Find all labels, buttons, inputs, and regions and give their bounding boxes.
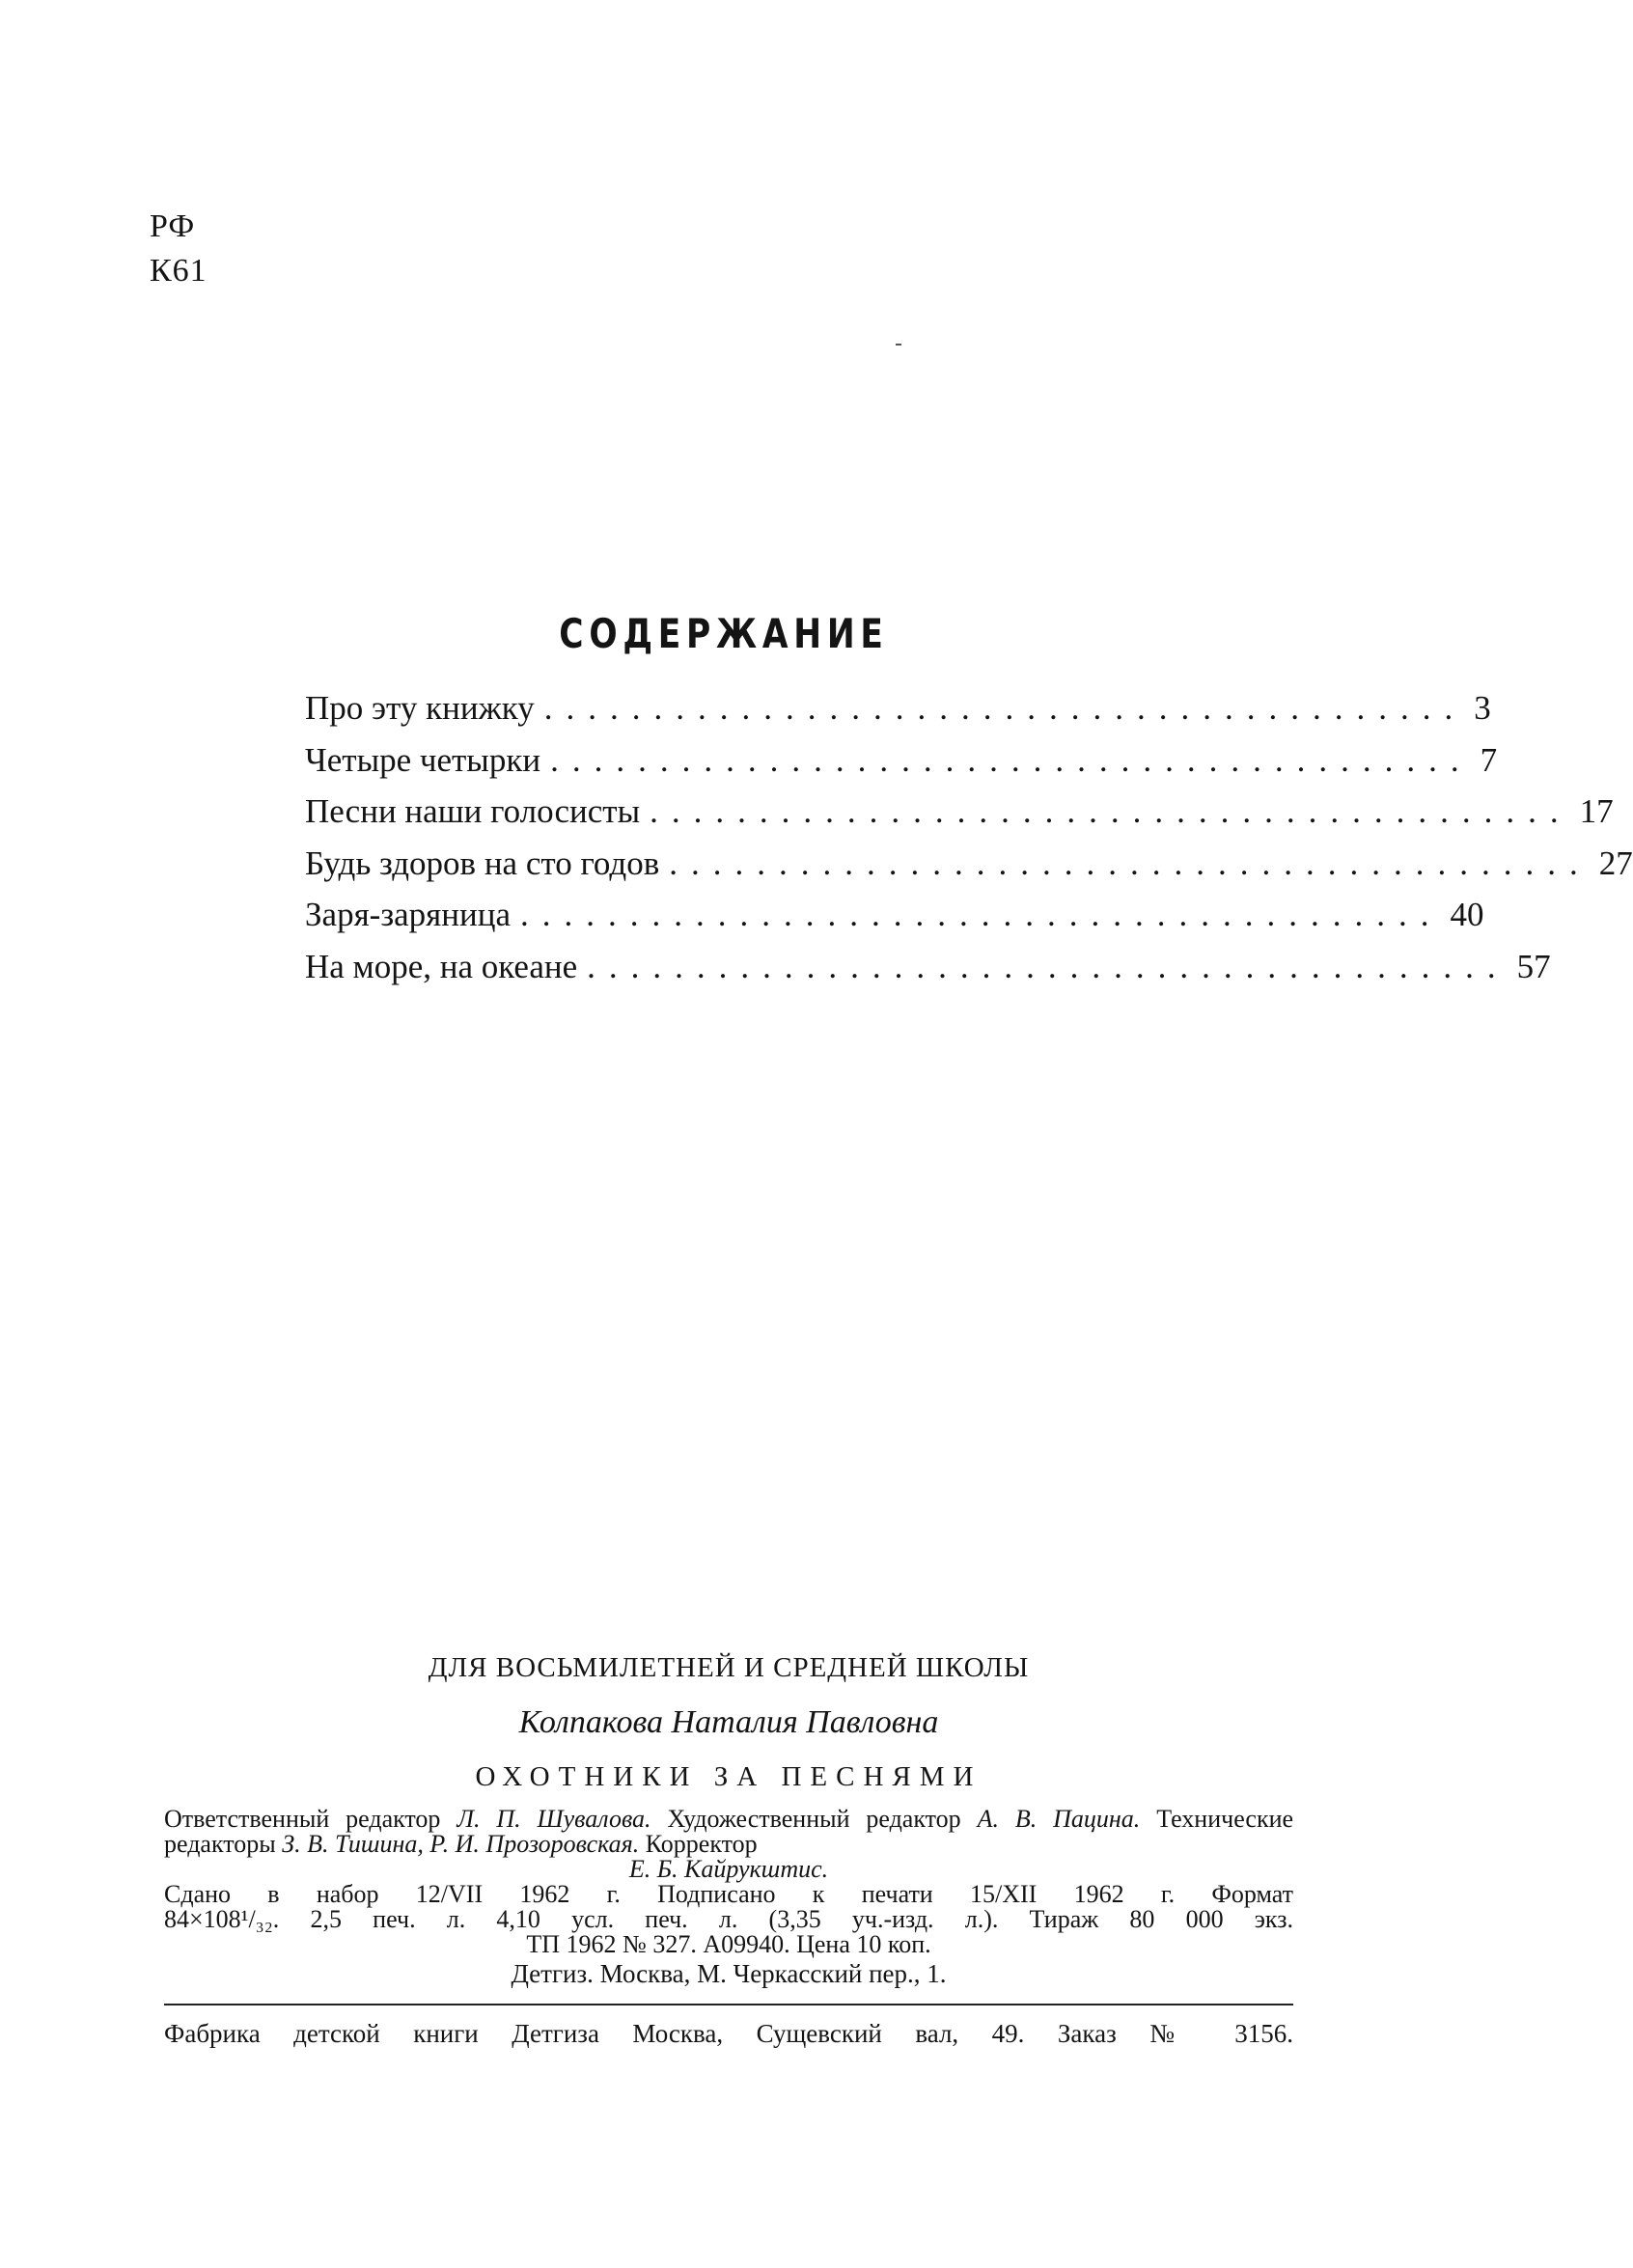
print-speck: [896, 344, 901, 346]
classification-code-1: РФ: [150, 208, 196, 244]
print-line: Сдано в набор 12/VII 1962 г. Подписано к печати 15/XII 1962 г. Формат: [164, 1880, 1293, 1908]
credits-paragraph: [164, 1807, 1293, 1857]
toc-entry-title: Четыре четырки: [305, 740, 541, 779]
technical-editors-names: З. В. Тишина, Р. И. Прозоровская.: [282, 1830, 640, 1858]
divider: [164, 2004, 1293, 2005]
toc-entry-title: Заря-заряница: [305, 896, 512, 933]
toc-leader: ..........................................: [543, 689, 1467, 727]
series-line: ДЛЯ ВОСЬМИЛЕТНЕЙ И СРЕДНЕЙ ШКОЛЫ: [428, 1652, 1030, 1683]
art-editor-label: Художественный редактор: [667, 1805, 961, 1833]
book-title: ОХОТНИКИ ЗА ПЕСНЯМИ: [475, 1761, 983, 1792]
toc-entry: [305, 896, 1484, 950]
responsible-editor-label: Ответственный редактор: [164, 1805, 441, 1833]
table-of-contents: [305, 689, 1633, 1001]
credits-block: [164, 1807, 1293, 1882]
toc-entry-page: 17: [1579, 792, 1614, 830]
responsible-editor-name: Л. П. Шувалова.: [457, 1805, 651, 1833]
toc-leader: ..........................................: [669, 844, 1591, 882]
corrector-label: Корректор: [645, 1830, 758, 1858]
toc-entry: [305, 947, 1551, 1002]
toc-leader: ..........................................: [587, 947, 1509, 985]
printing-factory: Фабрика детской книги Детгиза Москва, Сущевский вал, 49. Заказ № 3156.: [164, 2019, 1293, 2048]
print-line: ТП 1962 № 327. А09940. Цена 10 коп.: [526, 1930, 931, 1958]
corrector-name: Е. Б. Кайрукштис.: [628, 1855, 829, 1883]
toc-entry-title: Песни наши голосисты: [305, 792, 641, 830]
technical-editors-label: Технические редакторы: [164, 1805, 1294, 1858]
toc-entry-page: 57: [1516, 947, 1551, 985]
author-name: Колпакова Наталия Павловна: [518, 1704, 939, 1740]
publisher-address: Детгиз. Москва, М. Черкасский пер., 1.: [511, 1959, 947, 1988]
toc-entry-page: 40: [1450, 896, 1484, 933]
print-line: 84×108¹/₃₂. 2,5 печ. л. 4,10 усл. печ. л. (3,35 уч.-изд. л.). Тираж 80 000 экз.: [164, 1905, 1293, 1933]
toc-entry: [305, 740, 1498, 795]
contents-heading: СОДЕРЖАНИЕ: [559, 610, 889, 657]
toc-entry-page: 27: [1598, 844, 1633, 882]
art-editor-name: А. В. Пацина.: [977, 1805, 1141, 1833]
print-details: [164, 1882, 1293, 1957]
toc-entry: [305, 844, 1633, 899]
toc-leader: ..........................................: [550, 740, 1473, 779]
toc-entry-title: На море, на океане: [305, 947, 578, 985]
toc-entry: [305, 689, 1491, 743]
toc-entry-title: Про эту книжку: [305, 689, 535, 727]
toc-leader: ..........................................: [650, 792, 1572, 830]
toc-entry-page: 7: [1480, 740, 1498, 779]
classification-code-2: К61: [150, 253, 208, 289]
toc-entry-page: 3: [1474, 689, 1491, 727]
toc-leader: ..........................................: [520, 896, 1443, 933]
toc-entry-title: Будь здоров на сто годов: [305, 844, 660, 882]
toc-entry: [305, 792, 1614, 846]
